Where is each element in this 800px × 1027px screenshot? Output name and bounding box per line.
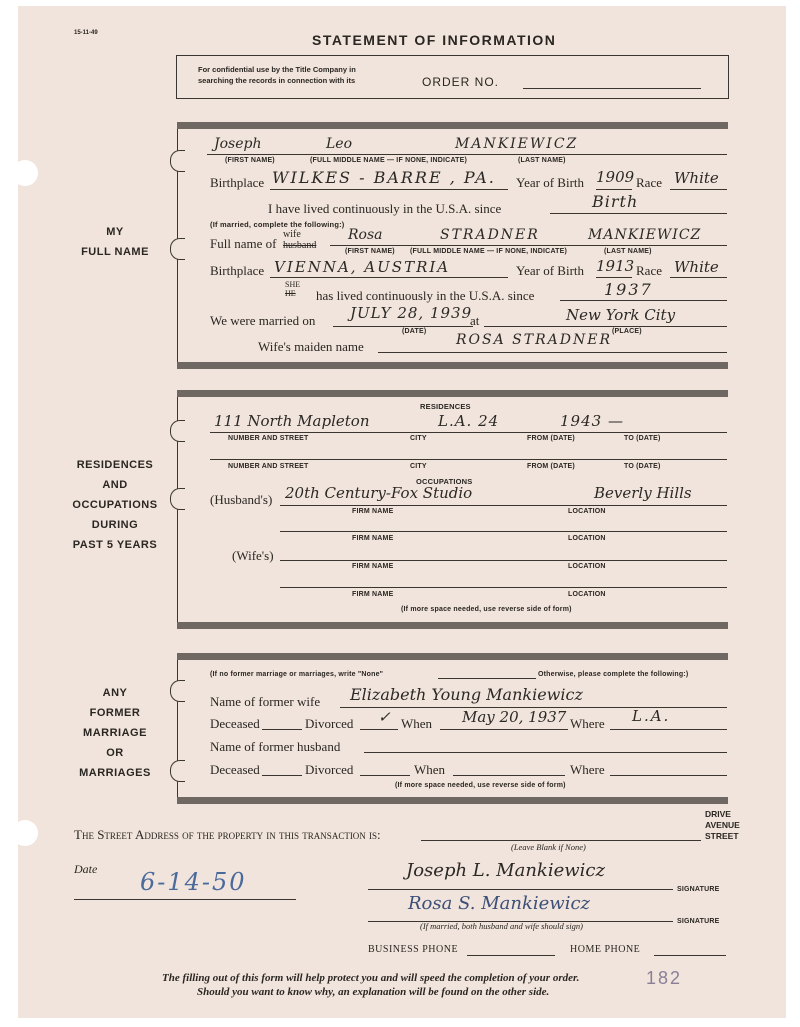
signature-1-field[interactable] (368, 889, 673, 890)
form-code: 15-11-49 (74, 30, 98, 36)
signature-2: Rosa S. Mankiewicz (408, 893, 591, 914)
lived-since-field[interactable] (550, 213, 727, 214)
former-wife-label: Name of former wife (210, 694, 321, 709)
deceased-label: Deceased (210, 762, 260, 777)
no-former-marriage-note: (If no former marriage or marriages, write "None" (210, 671, 384, 678)
date-label: Date (74, 862, 98, 876)
she-he-choice (285, 280, 300, 298)
order-box-line1: For confidential use by the Title Company in (198, 65, 356, 74)
box-notch (170, 150, 185, 172)
otherwise-note: Otherwise, please complete the following:) (538, 671, 689, 678)
date-value: 6-14-50 (140, 868, 247, 896)
section-bar (177, 797, 728, 804)
more-space-note: (If more space needed, use reverse side of form) (395, 782, 566, 789)
middle-name-value: Leo (326, 136, 353, 152)
race-label: Race (636, 263, 662, 278)
husband-word-struck: husband (283, 240, 317, 251)
spouse-birthplace-value: VIENNA, AUSTRIA (274, 258, 451, 276)
race-field[interactable] (670, 189, 727, 190)
spouse-first-caption: (FIRST NAME) (345, 248, 395, 255)
spouse-last-caption: (LAST NAME) (604, 248, 652, 255)
husbands-label: (Husband's) (210, 492, 273, 507)
last-name-caption: (LAST NAME) (518, 157, 566, 164)
date-field[interactable] (74, 899, 296, 900)
box-notch (170, 760, 185, 782)
deceased-field[interactable] (262, 729, 302, 730)
year-of-birth-label: Year of Birth (516, 175, 585, 190)
spouse-last-name: MANKIEWICZ (588, 227, 702, 243)
city-caption: CITY (410, 435, 427, 442)
full-name-field[interactable] (207, 154, 727, 155)
side-label-line: OCCUPATIONS (72, 499, 158, 511)
deceased-label: Deceased (210, 716, 260, 731)
residence-1-street: 111 North Mapleton (214, 412, 370, 430)
firm-name-caption: FIRM NAME (352, 563, 394, 570)
order-box-text (198, 64, 356, 86)
when-field[interactable] (440, 729, 568, 730)
side-label-line: RESIDENCES (76, 459, 154, 471)
when-field-2[interactable] (453, 775, 565, 776)
spouse-race-value: White (674, 258, 719, 276)
side-label-line: MARRIAGES (79, 767, 151, 779)
location-caption: LOCATION (568, 591, 606, 598)
married-on-label: We were married on (210, 313, 316, 328)
number-street-caption: NUMBER AND STREET (228, 435, 309, 442)
spouse-middle-name: STRADNER (440, 227, 540, 243)
number-street-caption: NUMBER AND STREET (228, 463, 309, 470)
both-sign-note: (If married, both husband and wife should sign) (420, 921, 583, 931)
husband-occupation-field-2[interactable] (280, 531, 727, 532)
first-name-value: Joseph (214, 136, 262, 152)
spouse-year-of-birth-value: 1913 (596, 257, 635, 275)
street-address-field[interactable] (421, 840, 701, 841)
race-label: Race (636, 175, 662, 190)
signature-1: Joseph L. Mankiewicz (406, 860, 605, 881)
section-bar (177, 122, 728, 129)
none-field[interactable] (438, 678, 536, 679)
side-label-line: MY (106, 226, 124, 238)
maiden-name-label: Wife's maiden name (258, 339, 364, 354)
from-date-caption: FROM (DATE) (527, 463, 575, 470)
where-value: L.A. (632, 707, 671, 725)
order-no-field[interactable] (523, 88, 701, 89)
divorced-field[interactable] (360, 729, 398, 730)
signature-label: SIGNATURE (677, 918, 720, 925)
middle-name-caption: (FULL MIDDLE NAME — IF NONE, INDICATE) (310, 157, 468, 164)
divorced-check: ✓ (378, 708, 391, 726)
where-label: Where (570, 762, 605, 777)
city-caption: CITY (410, 463, 427, 470)
signature-label: SIGNATURE (677, 886, 720, 893)
birthplace-value: WILKES - BARRE , PA. (272, 168, 496, 187)
residences-title: RESIDENCES (420, 402, 471, 411)
has-lived-label: has lived continuously in the U.S.A. since (316, 288, 535, 303)
section-bar (177, 390, 728, 397)
former-wife-value: Elizabeth Young Mankiewicz (350, 685, 583, 704)
spouse-middle-caption: (FULL MIDDLE NAME — IF NONE, INDICATE) (410, 248, 568, 255)
side-label-line: FULL NAME (81, 246, 149, 258)
firm-name-caption: FIRM NAME (352, 591, 394, 598)
order-no-label: ORDER NO. (422, 75, 500, 89)
street-option: STREET (705, 831, 739, 841)
where-label: Where (570, 716, 605, 731)
side-label-line: DURING (91, 519, 139, 531)
maiden-name-value: ROSA STRADNER (456, 332, 612, 348)
leave-blank-note: (Leave Blank if None) (511, 842, 586, 852)
spouse-birthplace-field[interactable] (270, 277, 508, 278)
if-married-note: (If married, complete the following:) (210, 220, 345, 229)
lived-since-label: I have lived continuously in the U.S.A. since (268, 201, 502, 216)
spouse-race-field[interactable] (670, 277, 727, 278)
side-label-line: FORMER (89, 707, 141, 719)
she-word: SHE (285, 280, 301, 289)
section-bar (177, 622, 728, 629)
section-bar (177, 362, 728, 369)
deceased-field-2[interactable] (262, 775, 302, 776)
punch-hole (12, 820, 38, 846)
race-value: White (674, 169, 719, 187)
where-field-2[interactable] (610, 775, 727, 776)
home-phone-label: HOME PHONE (570, 944, 641, 955)
street-type-options (705, 809, 740, 842)
married-date-field[interactable] (333, 326, 473, 327)
first-name-caption: (FIRST NAME) (225, 157, 275, 164)
box-notch (170, 238, 185, 260)
year-of-birth-value: 1909 (596, 168, 635, 186)
footer-line-1: The filling out of this form will help protect you and will speed the completion of your order. (162, 972, 580, 984)
stamp-number: 182 (646, 968, 683, 988)
last-name-value: MANKIEWICZ (455, 136, 579, 152)
when-label: When (414, 762, 446, 777)
birthplace-label: Birthplace (210, 263, 265, 278)
side-label-line: PAST 5 YEARS (72, 539, 158, 551)
birthplace-label: Birthplace (210, 175, 265, 190)
section-bar (177, 653, 728, 660)
when-label: When (401, 716, 433, 731)
form-title: STATEMENT OF INFORMATION (312, 32, 557, 48)
residence-1-field[interactable] (210, 432, 727, 433)
from-date-caption: FROM (DATE) (527, 435, 575, 442)
husband-location-value: Beverly Hills (594, 484, 692, 502)
divorced-field-2[interactable] (360, 775, 410, 776)
side-label-line: ANY (102, 687, 128, 699)
residence-2-field[interactable] (210, 459, 727, 460)
box-notch (170, 488, 185, 510)
husband-firm-value: 20th Century-Fox Studio (285, 484, 473, 502)
firm-name-caption: FIRM NAME (352, 535, 394, 542)
married-at-label: at (470, 313, 480, 328)
former-husband-label: Name of former husband (210, 739, 341, 754)
avenue-option: AVENUE (705, 820, 740, 830)
husband-occupation-field[interactable] (280, 505, 727, 506)
residence-1-from: 1943 — (560, 412, 624, 430)
street-address-label: The Street Address of the property in this transaction is: (74, 827, 381, 842)
when-value: May 20, 1937 (462, 708, 567, 726)
former-marriage-side-label (60, 683, 170, 783)
business-phone-field[interactable] (467, 955, 555, 956)
footer-line-2: Should you want to know why, an explanation will be found on the other side. (197, 986, 550, 998)
my-full-name-label (60, 222, 170, 262)
wife-word: wife (283, 229, 301, 240)
year-of-birth-field[interactable] (596, 189, 632, 190)
lived-since-value: Birth (592, 192, 639, 211)
occupations-title: OCCUPATIONS (416, 477, 473, 486)
birthplace-field[interactable] (270, 189, 508, 190)
box-notch (170, 680, 185, 702)
married-date-value: JULY 28, 1939 (350, 304, 473, 322)
side-label-line: MARRIAGE (83, 727, 147, 739)
date-caption: (DATE) (402, 328, 427, 335)
married-place-field[interactable] (484, 326, 727, 327)
to-date-caption: TO (DATE) (624, 463, 661, 470)
has-lived-field[interactable] (560, 300, 727, 301)
residence-1-city: L.A. 24 (438, 412, 500, 430)
more-space-note: (If more space needed, use reverse side of form) (401, 606, 572, 613)
where-field[interactable] (610, 729, 727, 730)
box-notch (170, 420, 185, 442)
married-place-value: New York City (566, 306, 676, 324)
side-label-line: AND (102, 479, 128, 491)
residences-side-label (60, 455, 170, 555)
location-caption: LOCATION (568, 535, 606, 542)
location-caption: LOCATION (568, 563, 606, 570)
spouse-first-name: Rosa (348, 227, 383, 243)
wife-husband-choice (283, 229, 316, 251)
place-caption: (PLACE) (612, 328, 642, 335)
business-phone-label: BUSINESS PHONE (368, 944, 459, 955)
wife-occupation-field[interactable] (280, 560, 727, 561)
full-name-of-label: Full name of (210, 236, 277, 251)
punch-hole (12, 160, 38, 186)
side-label-line: OR (106, 747, 124, 759)
has-lived-value: 1937 (604, 280, 653, 299)
he-word-struck: HE (285, 289, 296, 298)
location-caption: LOCATION (568, 508, 606, 515)
former-husband-field[interactable] (364, 752, 727, 753)
to-date-caption: TO (DATE) (624, 435, 661, 442)
spouse-year-of-birth-field[interactable] (596, 277, 632, 278)
home-phone-field[interactable] (654, 955, 726, 956)
drive-option: DRIVE (705, 809, 731, 819)
divorced-label: Divorced (305, 762, 354, 777)
firm-name-caption: FIRM NAME (352, 508, 394, 515)
maiden-name-field[interactable] (378, 352, 727, 353)
spouse-name-field[interactable] (330, 245, 727, 246)
wifes-label: (Wife's) (232, 548, 274, 563)
year-of-birth-label: Year of Birth (516, 263, 585, 278)
divorced-label: Divorced (305, 716, 354, 731)
wife-occupation-field-2[interactable] (280, 587, 727, 588)
order-box-line2: searching the records in connection with its (198, 76, 356, 85)
